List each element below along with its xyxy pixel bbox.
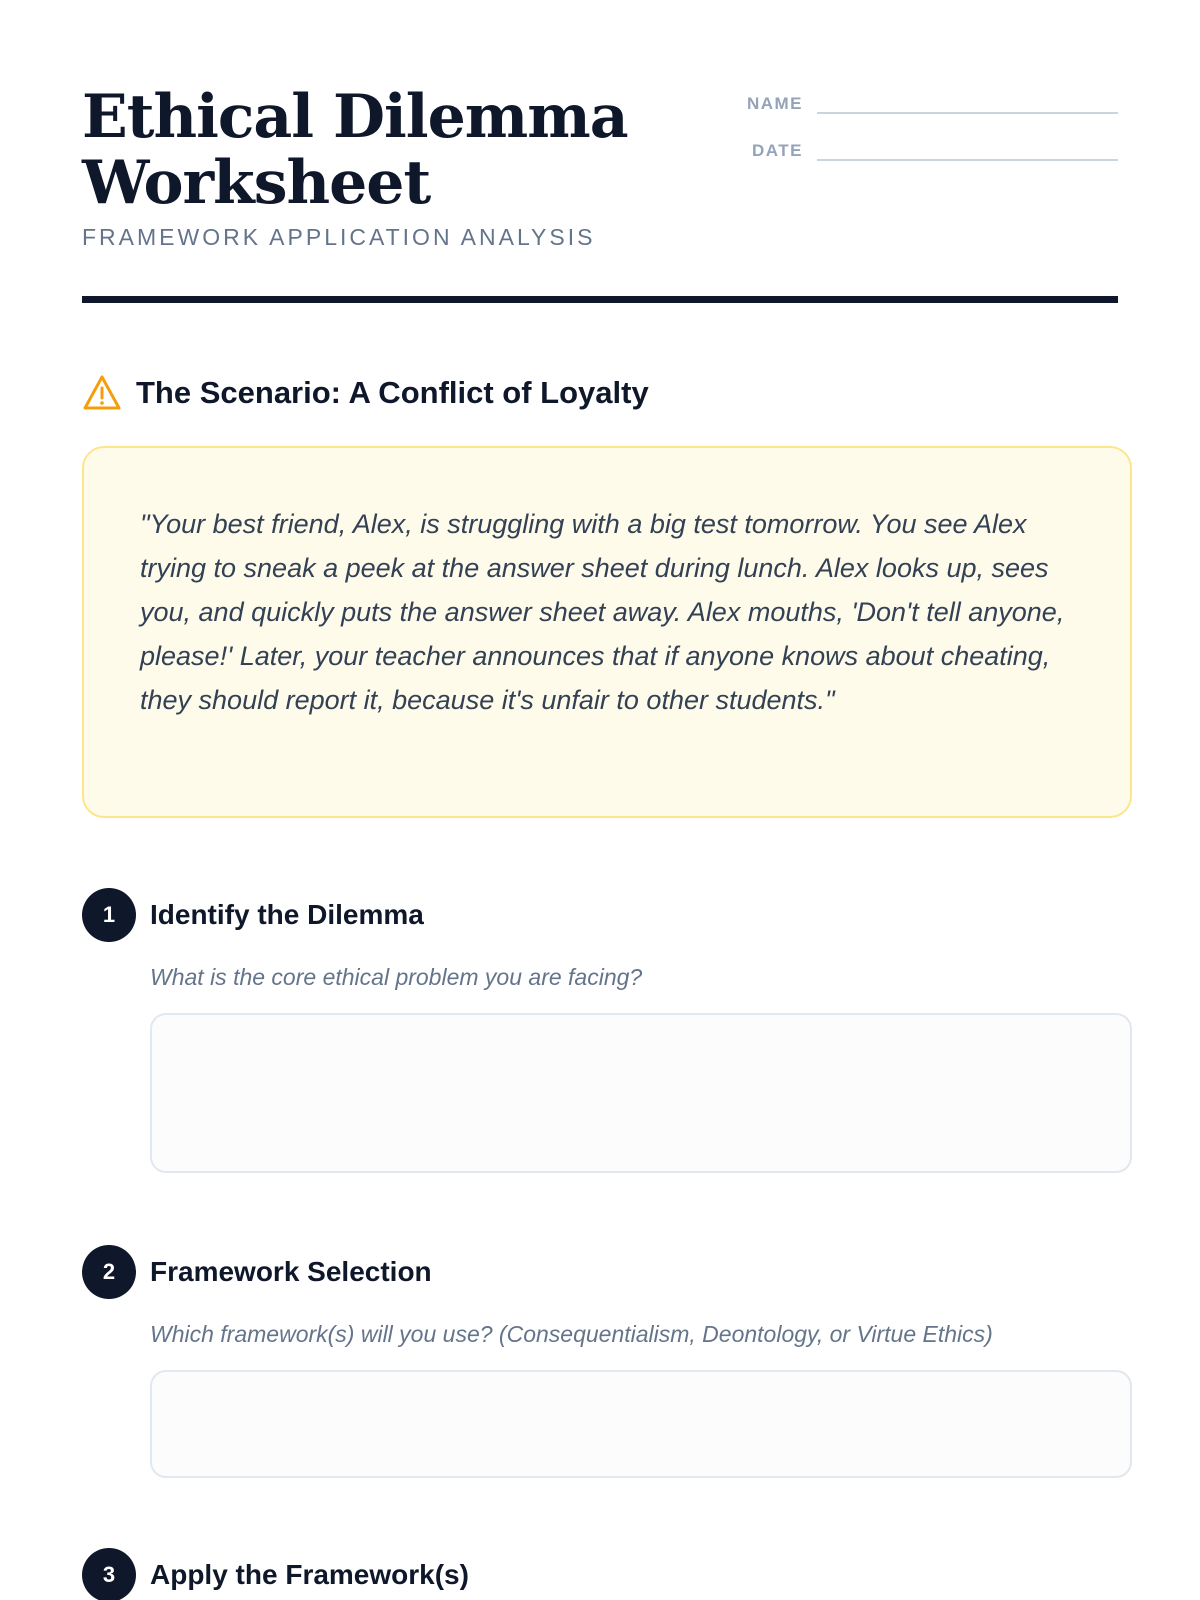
section-header [82,1548,1132,1600]
section-title: Identify the Dilemma [150,899,424,930]
worksheet-header [82,0,1118,303]
page-subtitle: FRAMEWORK APPLICATION ANALYSIS [82,224,596,250]
date-label: DATE [751,141,803,160]
scenario-heading [82,374,649,412]
section-header [82,1245,1132,1299]
section-prompt: What is the core ethical problem you are facing? [150,964,643,990]
dilemma-answer-box[interactable] [150,1013,1132,1173]
step-number-badge: 1 [82,888,136,942]
framework-answer-box[interactable] [150,1370,1132,1478]
page-title: Ethical Dilemma Worksheet [82,82,628,218]
date-row [708,131,1118,161]
step-number-badge: 2 [82,1245,136,1299]
student-info [708,84,1118,178]
section-prompt: Which framework(s) will you use? (Consequentialism, Deontology, or Virtue Ethics) [150,1321,993,1347]
date-field[interactable] [817,133,1118,161]
section-identify-dilemma [82,888,1132,1173]
name-label: NAME [746,94,803,113]
header-divider [82,296,1118,303]
section-title: Framework Selection [150,1256,432,1287]
step-number-badge: 3 [82,1548,136,1600]
section-framework-selection [82,1245,1132,1478]
warning-triangle-icon [82,374,122,412]
scenario-box [82,446,1132,818]
name-row [708,84,1118,114]
section-header [82,888,1132,942]
scenario-title: The Scenario: A Conflict of Loyalty [136,375,649,410]
name-field[interactable] [817,86,1118,114]
section-apply-framework [82,1548,1132,1600]
scenario-text: "Your best friend, Alex, is struggling with a big test tomorrow. You see Alex trying to sneak a peek at the answer sheet during lunch. Alex looks up, sees you, and quickly puts the answer sheet away. Alex mouths, 'Don't tell anyone, please!' Later, your teacher announces that if anyone knows about cheating, they should report it, because it's unfair to other students." [140,509,1065,715]
section-title: Apply the Framework(s) [150,1559,469,1590]
